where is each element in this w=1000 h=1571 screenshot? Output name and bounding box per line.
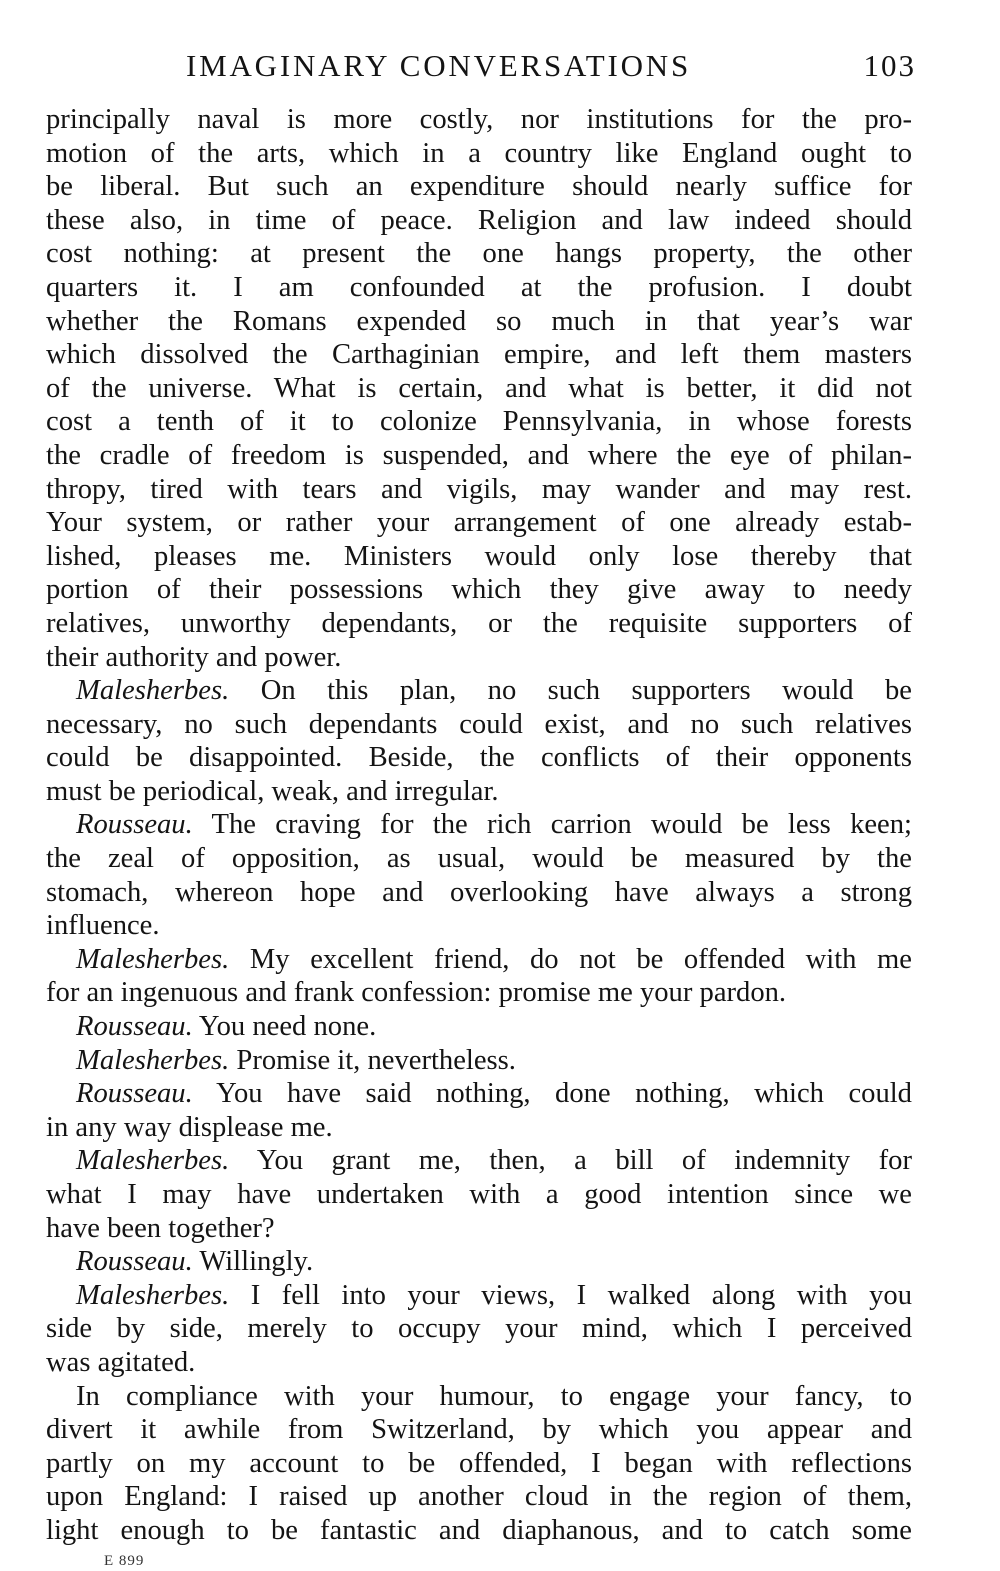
text-line: divert it awhile from Switzerland, by which you appear and	[46, 1414, 912, 1446]
speech-text: You need none.	[198, 1011, 377, 1043]
speaker-name: Rousseau.	[76, 1246, 193, 1278]
speech-text: Promise it, nevertheless.	[236, 1044, 516, 1076]
text-line: which dissolved the Carthaginian empire, and left them masters	[46, 339, 912, 371]
dialogue-line	[46, 1077, 912, 1111]
text-line: principally naval is more costly, nor institutions for the pro-	[46, 104, 912, 135]
text-line: portion of their possessions which they give away to needy	[46, 574, 912, 606]
text-line: for an ingenuous and frank confession: promise me your pardon.	[46, 977, 787, 1009]
page-number: 103	[863, 48, 916, 83]
text-line: in any way displease me.	[46, 1111, 333, 1143]
speech-text: My excellent friend, do not be offended with me	[249, 943, 912, 975]
text-line: their authority and power.	[46, 641, 342, 673]
text-line: the cradle of freedom is suspended, and where the eye of philan-	[46, 439, 912, 471]
speaker-name: Rousseau.	[76, 809, 193, 841]
speaker-name: Rousseau.	[76, 1011, 193, 1043]
speaker-name: Malesherbes.	[76, 1145, 230, 1177]
text-line: necessary, no such dependants could exist, and no such relatives	[46, 708, 912, 740]
page-body	[46, 103, 912, 1548]
speaker-name: Malesherbes.	[76, 1279, 230, 1311]
text-line: influence.	[46, 910, 160, 942]
text-line: In compliance with your humour, to engage your fancy, to	[76, 1380, 912, 1412]
speaker-name: Rousseau.	[76, 1078, 193, 1110]
dialogue-line	[46, 674, 912, 708]
text-line: cost a tenth of it to colonize Pennsylvania, in whose forests	[46, 406, 912, 438]
text-line: stomach, whereon hope and overlooking have always a strong	[46, 876, 912, 908]
running-header	[46, 46, 916, 86]
text-line: was agitated.	[46, 1346, 196, 1378]
text-line: could be disappointed. Beside, the conflicts of their opponents	[46, 742, 912, 774]
dialogue-line	[46, 1010, 912, 1044]
text-line: cost nothing: at present the one hangs property, the other	[46, 238, 912, 270]
text-line: Your system, or rather your arrangement of one already estab-	[46, 507, 912, 539]
running-title: IMAGINARY CONVERSATIONS	[186, 48, 692, 83]
dialogue-line	[46, 1279, 912, 1313]
speech-text: On this plan, no such supporters would be	[260, 675, 912, 707]
speaker-name: Malesherbes.	[76, 675, 230, 707]
speech-text: You have said nothing, done nothing, which could	[216, 1078, 912, 1110]
text-line: relatives, unworthy dependants, or the requisite supporters of	[46, 607, 912, 639]
speaker-name: Malesherbes.	[76, 1044, 230, 1076]
dialogue-line	[46, 1245, 912, 1279]
text-line: motion of the arts, which in a country like England ought to	[46, 137, 912, 169]
text-line: be liberal. But such an expenditure should nearly suffice for	[46, 171, 912, 203]
text-line: whether the Romans expended so much in that year’s war	[46, 305, 912, 337]
text-line: the zeal of opposition, as usual, would be measured by the	[46, 843, 912, 875]
dialogue-line	[46, 1044, 912, 1078]
text-line: have been together?	[46, 1212, 275, 1244]
text-line: lished, pleases me. Ministers would only lose thereby that	[46, 540, 912, 572]
text-line: what I may have undertaken with a good intention since we	[46, 1179, 912, 1210]
signature-mark: E 899	[104, 1553, 145, 1569]
text-line: these also, in time of peace. Religion and law indeed should	[46, 204, 912, 236]
text-line: upon England: I raised up another cloud in the region of them,	[46, 1481, 912, 1513]
speech-text: The craving for the rich carrion would be less keen;	[211, 809, 912, 841]
text-line: side by side, merely to occupy your mind, which I perceived	[46, 1313, 912, 1345]
dialogue-line	[46, 1144, 912, 1178]
text-line: of the universe. What is certain, and what is better, it did not	[46, 372, 912, 404]
text-line: thropy, tired with tears and vigils, may wander and may rest.	[46, 473, 912, 505]
speaker-name: Malesherbes.	[76, 943, 230, 975]
dialogue-line	[46, 943, 912, 977]
text-line: quarters it. I am confounded at the profusion. I doubt	[46, 271, 912, 303]
dialogue-line	[46, 808, 912, 842]
speech-text: You grant me, then, a bill of indemnity for	[256, 1145, 912, 1177]
text-line: light enough to be fantastic and diaphanous, and to catch some	[46, 1514, 912, 1546]
speech-text: Willingly.	[199, 1246, 314, 1278]
text-line: partly on my account to be offended, I began with reflections	[46, 1447, 912, 1479]
speech-text: I fell into your views, I walked along with you	[250, 1279, 912, 1311]
text-line: must be periodical, weak, and irregular.	[46, 775, 499, 807]
